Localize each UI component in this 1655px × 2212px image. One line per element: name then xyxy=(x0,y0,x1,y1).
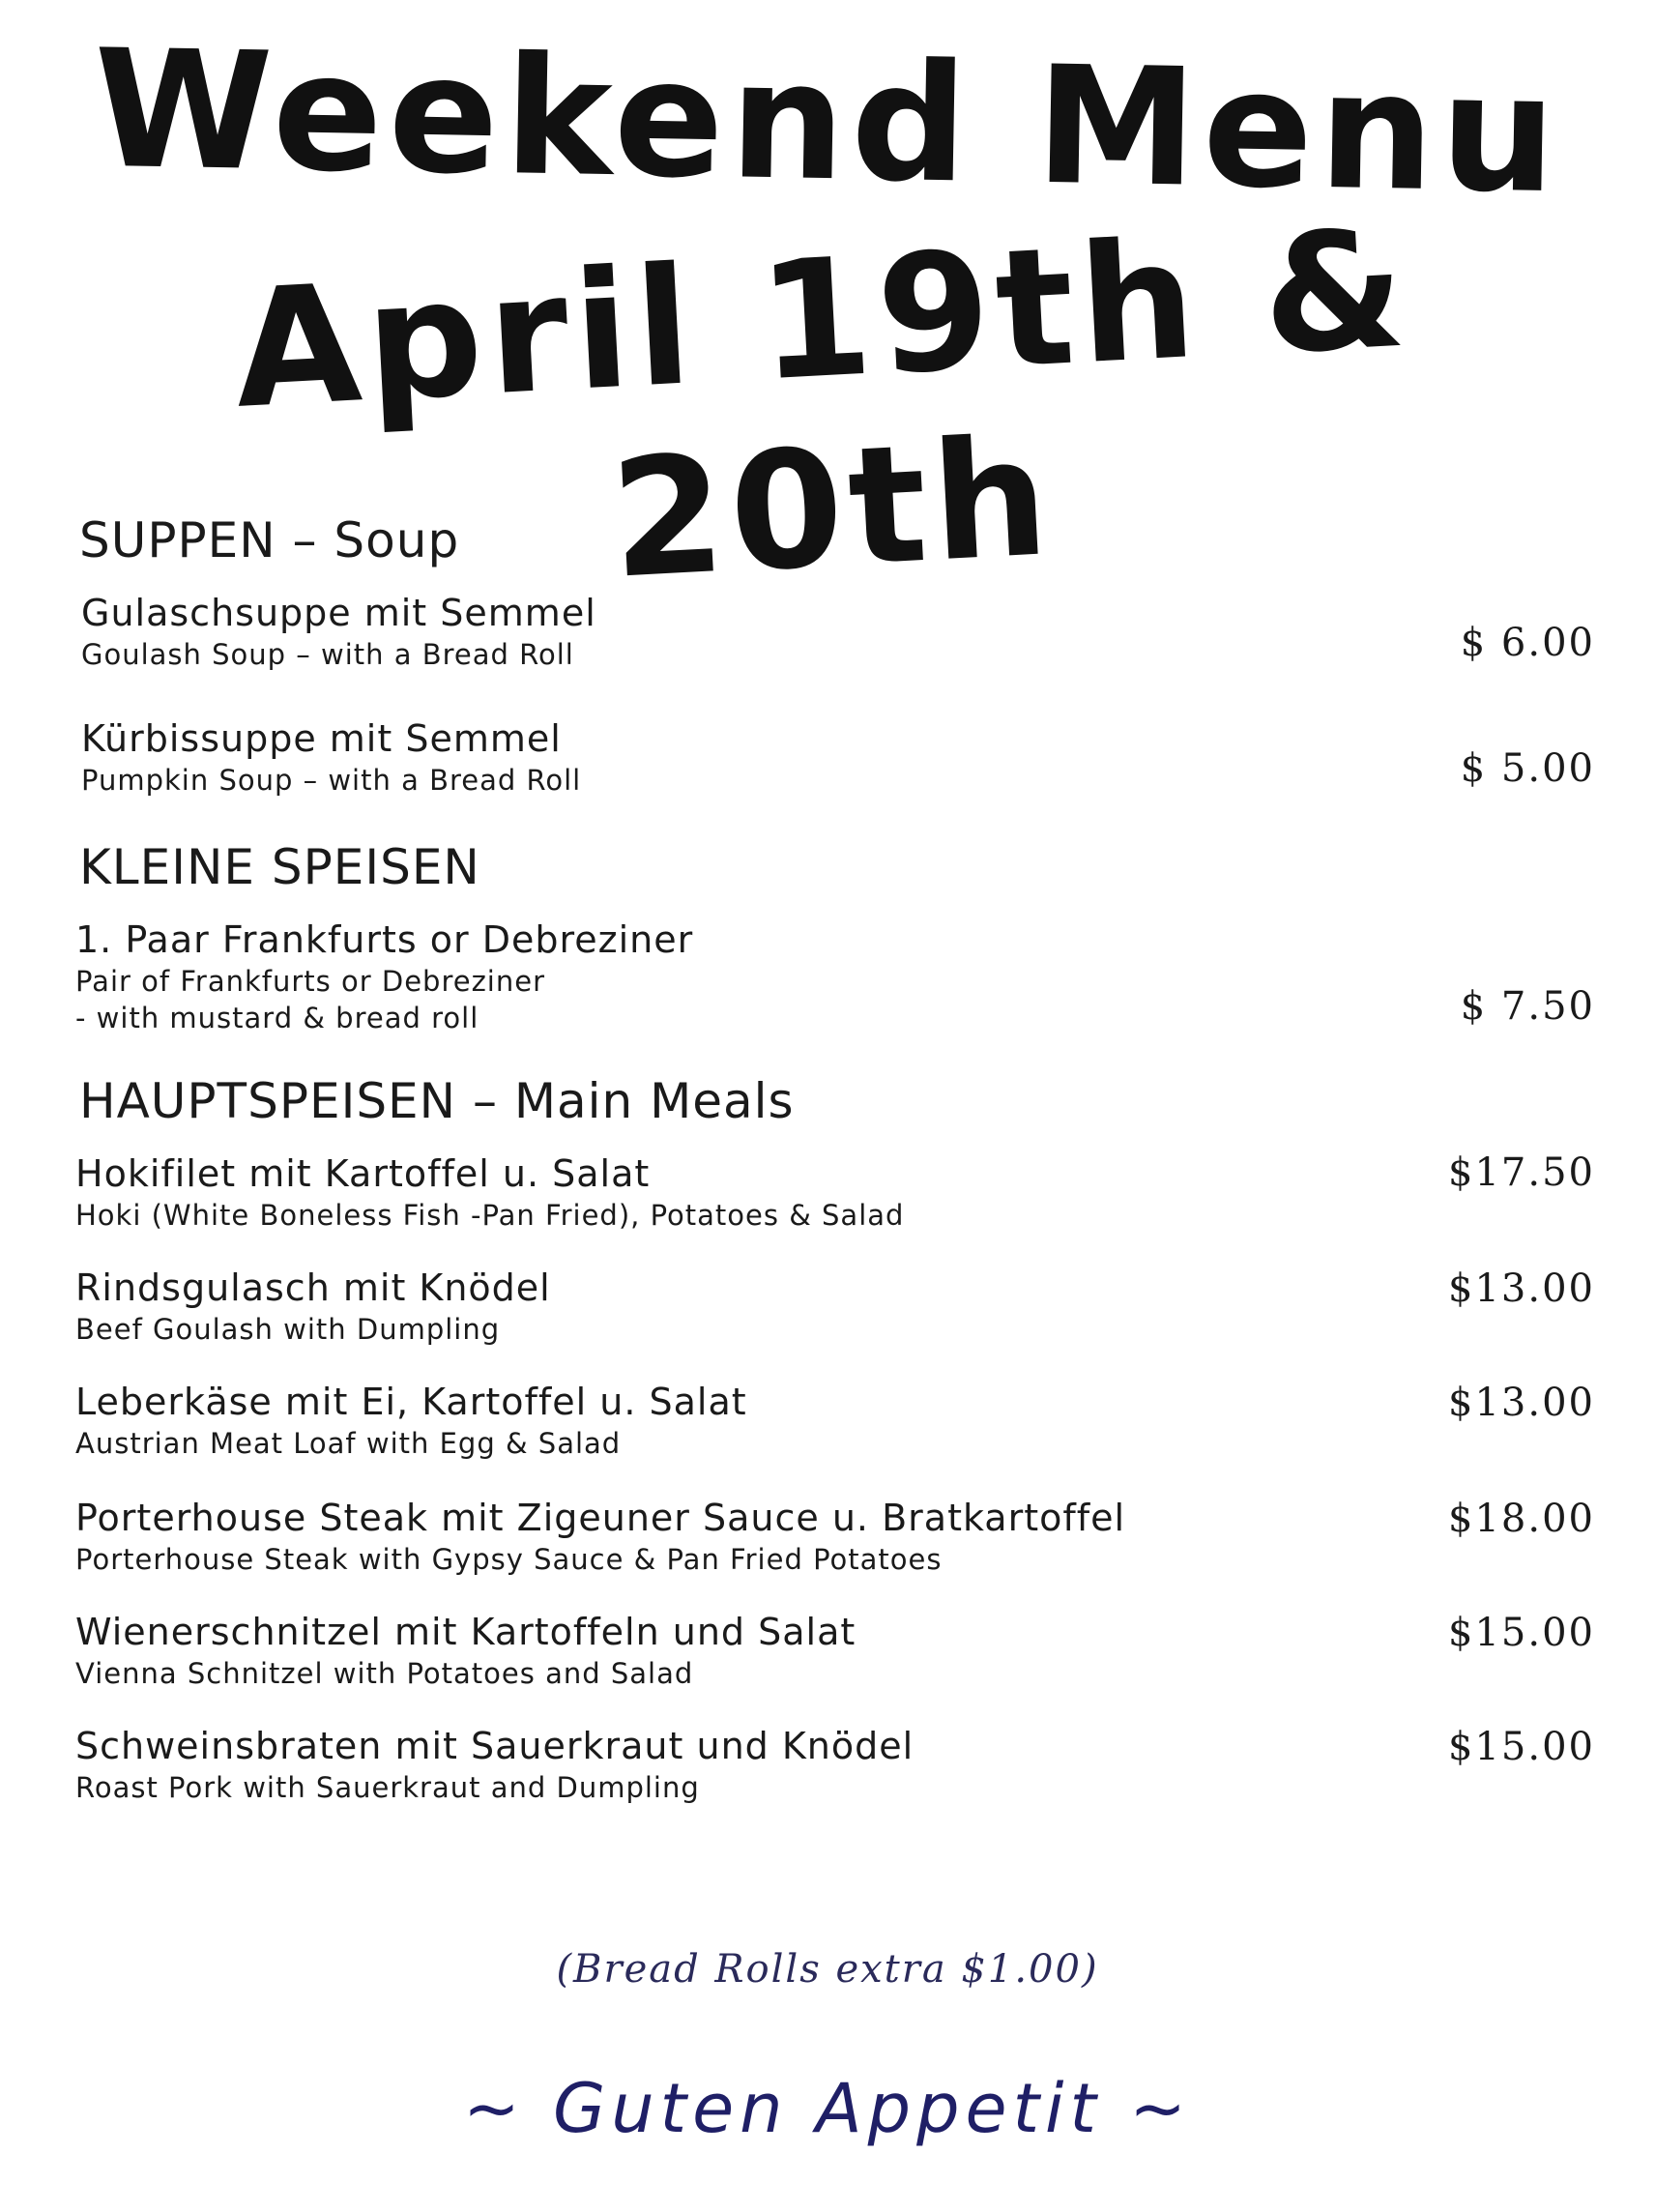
menu-item xyxy=(75,918,1603,1034)
item-description: - with mustard & bread roll xyxy=(75,1002,479,1034)
item-name-german: Hokifilet mit Kartoffel u. Salat xyxy=(75,1152,651,1195)
item-name-german: Wienerschnitzel mit Kartoffeln und Salat xyxy=(75,1611,857,1653)
item-name-english: Vienna Schnitzel with Potatoes and Salad xyxy=(75,1657,694,1690)
menu-item xyxy=(81,717,1609,797)
section-heading-soup: SUPPEN – Soup xyxy=(79,512,460,568)
item-price: $ 6.00 xyxy=(1460,621,1595,665)
menu-date: April 19th & 20th xyxy=(229,193,1415,615)
menu-item xyxy=(75,1381,1603,1460)
item-name-english: Austrian Meat Loaf with Egg & Salad xyxy=(75,1427,622,1460)
menu-item xyxy=(75,1497,1603,1576)
item-name-english: Goulash Soup – with a Bread Roll xyxy=(81,638,574,671)
bread-roll-note: (Bread Rolls extra $1.00) xyxy=(556,1947,1099,1992)
item-name-german: Kürbissuppe mit Semmel xyxy=(81,717,562,760)
item-name-english: Pumpkin Soup – with a Bread Roll xyxy=(81,764,582,797)
item-price: $ 7.50 xyxy=(1460,984,1595,1029)
item-name-german: Schweinsbraten mit Sauerkraut und Knödel xyxy=(75,1725,915,1767)
menu-item xyxy=(75,1152,1603,1232)
closing-greeting: ~ Guten Appetit ~ xyxy=(463,2069,1192,2148)
item-name-german: Leberkäse mit Ei, Kartoffel u. Salat xyxy=(75,1381,747,1423)
item-name-german: 1. Paar Frankfurts or Debreziner xyxy=(75,918,694,961)
item-name-german: Rindsgulasch mit Knödel xyxy=(75,1266,551,1309)
section-heading-main-meals: HAUPTSPEISEN – Main Meals xyxy=(79,1073,795,1129)
menu-item xyxy=(75,1266,1603,1346)
item-price: $18.00 xyxy=(1448,1497,1595,1541)
item-name-german: Porterhouse Steak mit Zigeuner Sauce u. Bratkartoffel xyxy=(75,1497,1126,1539)
item-name-english: Beef Goulash with Dumpling xyxy=(75,1313,501,1346)
item-name-german: Gulaschsuppe mit Semmel xyxy=(81,592,596,634)
menu-item xyxy=(75,1725,1603,1804)
item-price: $ 5.00 xyxy=(1460,746,1595,791)
item-price: $15.00 xyxy=(1448,1611,1595,1655)
item-price: $13.00 xyxy=(1448,1266,1595,1311)
item-name-english: Porterhouse Steak with Gypsy Sauce & Pan Fried Potatoes xyxy=(75,1543,943,1576)
menu-item xyxy=(75,1611,1603,1690)
item-name-english: Hoki (White Boneless Fish -Pan Fried), Potatoes & Salad xyxy=(75,1199,905,1232)
item-price: $15.00 xyxy=(1448,1725,1595,1769)
menu-title: Weekend Menu xyxy=(91,14,1564,230)
item-name-english: Roast Pork with Sauerkraut and Dumpling xyxy=(75,1771,700,1804)
item-price: $13.00 xyxy=(1448,1381,1595,1425)
item-price: $17.50 xyxy=(1448,1150,1595,1195)
item-name-english: Pair of Frankfurts or Debreziner xyxy=(75,965,545,998)
section-heading-small-dishes: KLEINE SPEISEN xyxy=(79,839,480,895)
menu-item xyxy=(81,592,1609,671)
